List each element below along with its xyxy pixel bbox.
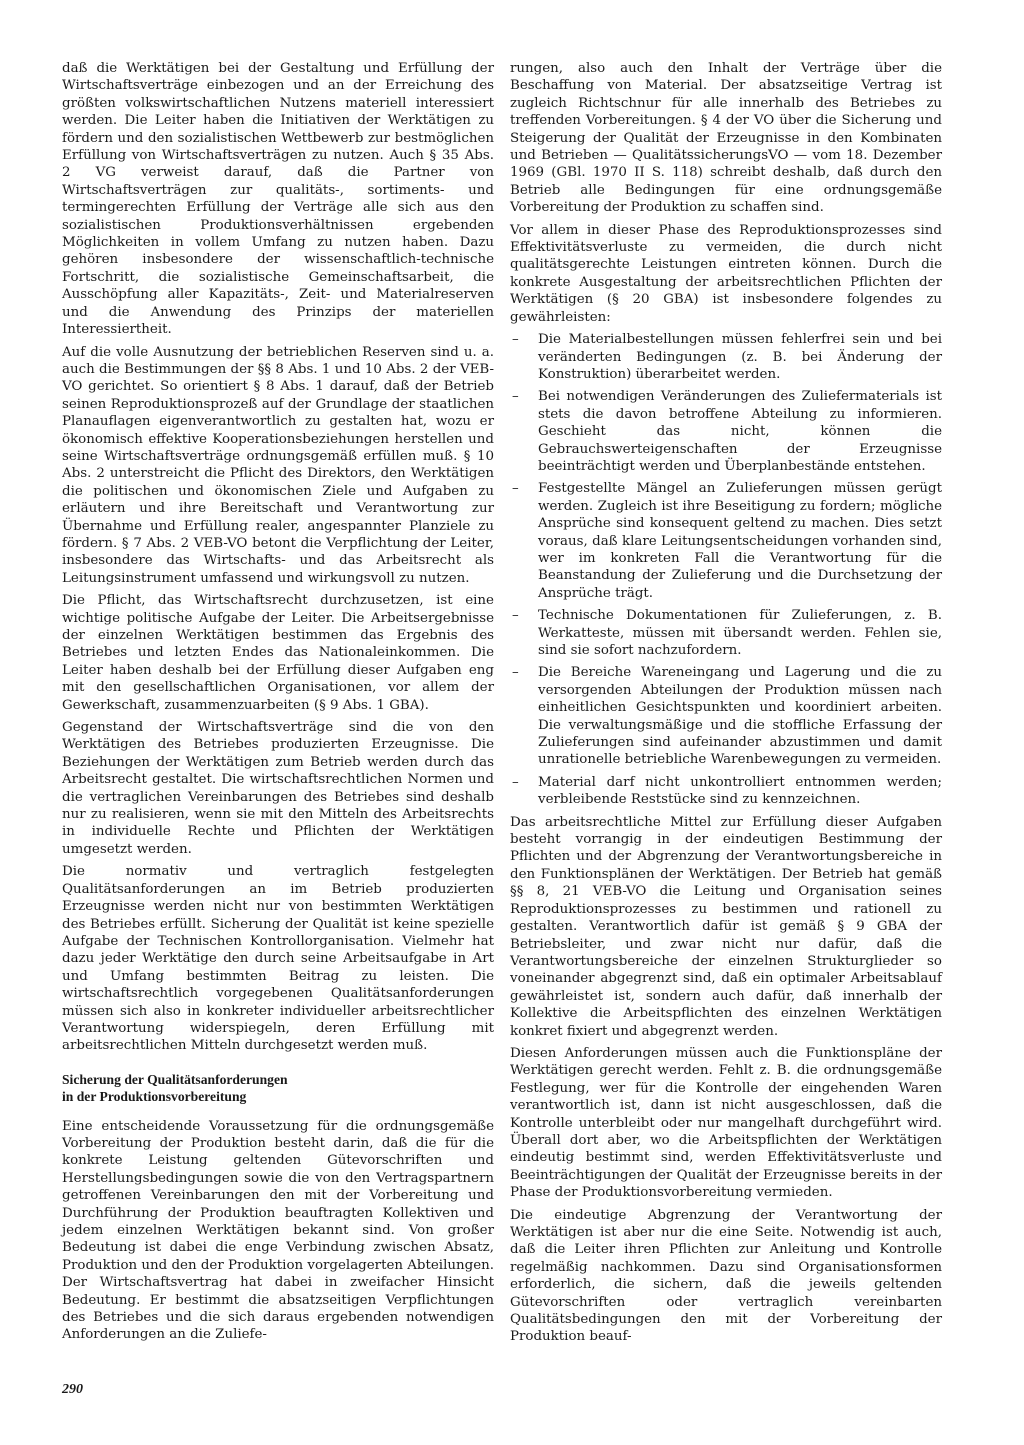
paragraph: Diesen Anforderungen müssen auch die Funktionspläne der Werktätigen gerecht werden. Fehlt z. B. die ordnungsgemäße Festlegung, wer für die Kontrolle der eingehenden Waren verantwortlich ist, dann ist nicht ausgeschlossen, daß die Kontrolle unterbleibt oder nur mangelhaft durchgeführt wird. Überall dort aber, wo die Arbeitspflichten der Werktätigen eindeutig bestimmt sind, werden Effektivitätsverluste und Beeinträchtigungen der Qualität der Erzeugnisse bereits in der Phase der Produktionsvorbereitung vermieden.: [510, 1045, 942, 1201]
paragraph: Die Pflicht, das Wirtschaftsrecht durchzusetzen, ist eine wichtige politische Aufgabe der Leiter. Die Arbeitsergebnisse der einzelnen Werktätigen bestimmen das Ergebnis des Betriebes und letzten Endes das Nationaleinkommen. Die Leiter haben deshalb bei der Erfüllung dieser Aufgaben eng mit den gesellschaftlichen Organisationen, vor allem der Gewerkschaft, zusammenzuarbeiten (§ 9 Abs. 1 GBA).: [62, 593, 494, 713]
paragraph: Gegenstand der Wirtschaftsverträge sind die von den Werktätigen des Betriebes produzierten Erzeugnisse. Die Beziehungen der Werktätigen zum Betrieb werden durch das Arbeitsrecht gestaltet. Die wirtschaftsrechtlichen Normen und die vertraglichen Vereinbarungen des Betriebes sind deshalb nur zu realisieren, wenn sie mit den Mitteln des Arbeitsrechts in individuelle Rechte und Pflichten der Werktätigen umgesetzt werden.: [62, 720, 494, 857]
page-number: 290: [62, 1382, 83, 1397]
list-item: – Die Bereiche Wareneingang und Lagerung und die zu versorgenden Abteilungen der Produktion müssen nach einheitlichen Gesichtspunkten und koordiniert arbeiten. Die verwaltungsmäßige und die stoffliche Erfassung der Zulieferungen sind aufeinander abzustimmen und damit unrationelle betriebliche Warenbewegungen zu vermeiden.: [510, 664, 942, 768]
right-column: [510, 60, 942, 1351]
list-item: – Festgestellte Mängel an Zulieferungen müssen gerügt werden. Zugleich ist ihre Beseitigung zu fordern; mögliche Ansprüche sind konsequent geltend zu machen. Dies setzt voraus, daß klare Leitungsentscheidungen vorhanden sind, wer im konkreten Fall die Verantwortung für die Beanstandung der Zulieferung und die Durchsetzung der Ansprüche trägt.: [510, 480, 942, 602]
paragraph: Auf die volle Ausnutzung der betrieblichen Reserven sind u. a. auch die Bestimmungen der §§ 8 Abs. 1 und 10 Abs. 2 der VEB-VO gerichtet. So orientiert § 8 Abs. 1 darauf, daß der Betrieb seinen Reproduktionsprozeß auf der Grundlage der staatlichen Planauflagen eigenverantwortlich zu gestalten hat, wozu er ökonomisch effektive Kooperationsbeziehungen herstellen und seine Wirtschaftsverträge ordnungsgemäß erfüllen muß. § 10 Abs. 2 unterstreicht die Pflicht des Direktors, den Werktätigen die politischen und ökonomischen Ziele und Aufgaben zu erläutern und ihre Bereitschaft und Verantwortung zur Übernahme und Erfüllung realer, angespannter Planziele zu fördern. § 7 Abs. 2 VEB-VO betont die Verpflichtung der Leiter, insbesondere das Wirtschafts- und das Arbeitsrecht als Leitungsinstrument umfassend und wirkungsvoll zu nutzen.: [62, 344, 494, 586]
list-item: – Technische Dokumentationen für Zulieferungen, z. B. Werkatteste, müssen mit übersandt werden. Fehlen sie, sind sie sofort nachzufordern.: [510, 607, 942, 659]
list-item: – Material darf nicht unkontrolliert entnommen werden; verbleibende Reststücke sind zu kennzeichnen.: [510, 774, 942, 809]
section-heading-line: in der Produktionsvorbereitung: [62, 1089, 247, 1105]
list-item: – Die Materialbestellungen müssen fehlerfrei sein und bei veränderten Bedingungen (z. B. bei Änderung der Konstruktion) überarbeitet werden.: [510, 331, 942, 383]
section-heading: [62, 1071, 494, 1106]
left-column: [62, 60, 494, 1349]
list-item: – Bei notwendigen Veränderungen des Zuliefermaterials ist stets die davon betroffene Abteilung zu informieren. Geschieht das nicht, können die Gebrauchswerteigenschaften der Erzeugnisse beeinträchtigt werden und Überplanbestände entstehen.: [510, 388, 942, 475]
paragraph: Die eindeutige Abgrenzung der Verantwortung der Werktätigen ist aber nur die eine Seite. Notwendig ist auch, daß die Leiter ihren Pflichten zur Anleitung und Kontrolle regelmäßig nachkommen. Dazu sind Organisationsformen erforderlich, die sichern, daß die jeweils geltenden Gütevorschriften oder vertraglich vereinbarten Qualitätsbedingungen den mit der Vorbereitung der Produktion beauf-: [510, 1207, 942, 1345]
paragraph: rungen, also auch den Inhalt der Verträge über die Beschaffung von Material. Der absatzseitige Vertrag ist zugleich Richtschnur für alle innerhalb des Betriebes zu treffenden Vorbereitungen. § 4 der VO über die Sicherung und Steigerung der Qualität der Erzeugnisse in den Kombinaten und Betrieben — QualitätssicherungsVO — vom 18. Dezember 1969 (GBl. 1970 II S. 118) schreibt deshalb, daß durch den Betrieb alle Bedingungen für eine ordnungsgemäße Vorbereitung der Produktion zu schaffen sind.: [510, 61, 942, 216]
section-heading-line: Sicherung der Qualitätsanforderungen: [62, 1071, 288, 1087]
dash-list: [510, 331, 942, 809]
paragraph: Das arbeitsrechtliche Mittel zur Erfüllung dieser Aufgaben besteht vorrangig in der eindeutigen Bestimmung der Pflichten und der Abgrenzung der Verantwortungsbereiche in den Funktionsplänen der Werktätigen. Der Betrieb hat gemäß §§ 8, 21 VEB-VO die Leitung und Organisation seines Reproduktionsprozesses zu bestimmen und rationell zu gestalten. Verantwortlich dafür ist gemäß § 9 GBA der Betriebsleiter, und zwar nicht nur dafür, daß die Verantwortungsbereiche der einzelnen Strukturglieder so voneinander abgegrenzt sind, daß ein optimaler Arbeitsablauf gewährleistet ist, sondern auch dafür, daß innerhalb der Kollektive die Arbeitspflichten des einzelnen Werktätigen konkret fixiert und abgegrenzt werden.: [510, 814, 942, 1039]
paragraph: Eine entscheidende Voraussetzung für die ordnungsgemäße Vorbereitung der Produktion besteht darin, daß die für die konkrete Leistung geltenden Gütevorschriften und Herstellungsbedingungen sowie die von den Vertragspartnern getroffenen Vereinbarungen den mit der Vorbereitung und Durchführung der Produktion beauftragten Kollektiven und jedem einzelnen Werktätigen bekannt sind. Von großer Bedeutung ist dabei die enge Verbindung zwischen Absatz, Produktion und den der Produktion vorgelagerten Abteilungen. Der Wirtschaftsvertrag hat dabei in zweifacher Hinsicht Bedeutung. Er bestimmt die absatzseitigen Verpflichtungen des Betriebes und die sich daraus ergebenden notwendigen Anforderungen an die Zuliefe-: [62, 1118, 494, 1343]
paragraph: Vor allem in dieser Phase des Reproduktionsprozesses sind Effektivitätsverluste zu vermeiden, die durch nicht qualitätsgerechte Leistungen eintreten können. Durch die konkrete Ausgestaltung der arbeitsrechtlichen Pflichten der Werktätigen (§ 20 GBA) ist insbesondere folgendes zu gewährleisten:: [510, 222, 942, 325]
paragraph: daß die Werktätigen bei der Gestaltung und Erfüllung der Wirtschaftsverträge einbezogen und an der Erreichung des größten volkswirtschaftlichen Nutzens materiell interessiert werden. Die Leiter haben die Initiativen der Werktätigen zu fördern und den sozialistischen Wettbewerb zur bestmöglichen Erfüllung von Wirtschaftsverträgen zu nutzen. Auch § 35 Abs. 2 VG verweist darauf, daß die Partner von Wirtschaftsverträgen zur qualitäts-, sortiments- und termingerechten Erfüllung der Verträge alle sich aus den sozialistischen Produktionsverhältnissen ergebenden Möglichkeiten in vollem Umfang zu nutzen haben. Dazu gehören insbesondere der wissenschaftlich-technische Fortschritt, die sozialistische Gemeinschaftsarbeit, die Ausschöpfung aller Kapazitäts-, Zeit- und Materialreserven und die Anwendung des Prinzips der materiellen Interessiertheit.: [62, 61, 494, 338]
paragraph: Die normativ und vertraglich festgelegten Qualitätsanforderungen an im Betrieb produzierten Erzeugnisse werden nicht nur von bestimmten Werktätigen des Betriebes erfüllt. Sicherung der Qualität ist keine spezielle Aufgabe der Technischen Kontrollorganisation. Vielmehr hat dazu jeder Werktätige den durch seine Arbeitsaufgabe in Art und Umfang bestimmten Beitrag zu leisten. Die wirtschaftsrechtlich vorgegebenen Qualitätsanforderungen müssen sich also in konkreter individueller arbeitsrechtlicher Verantwortung widerspiegeln, deren Erfüllung mit arbeitsrechtlichen Mitteln durchgesetzt werden muß.: [62, 864, 494, 1054]
